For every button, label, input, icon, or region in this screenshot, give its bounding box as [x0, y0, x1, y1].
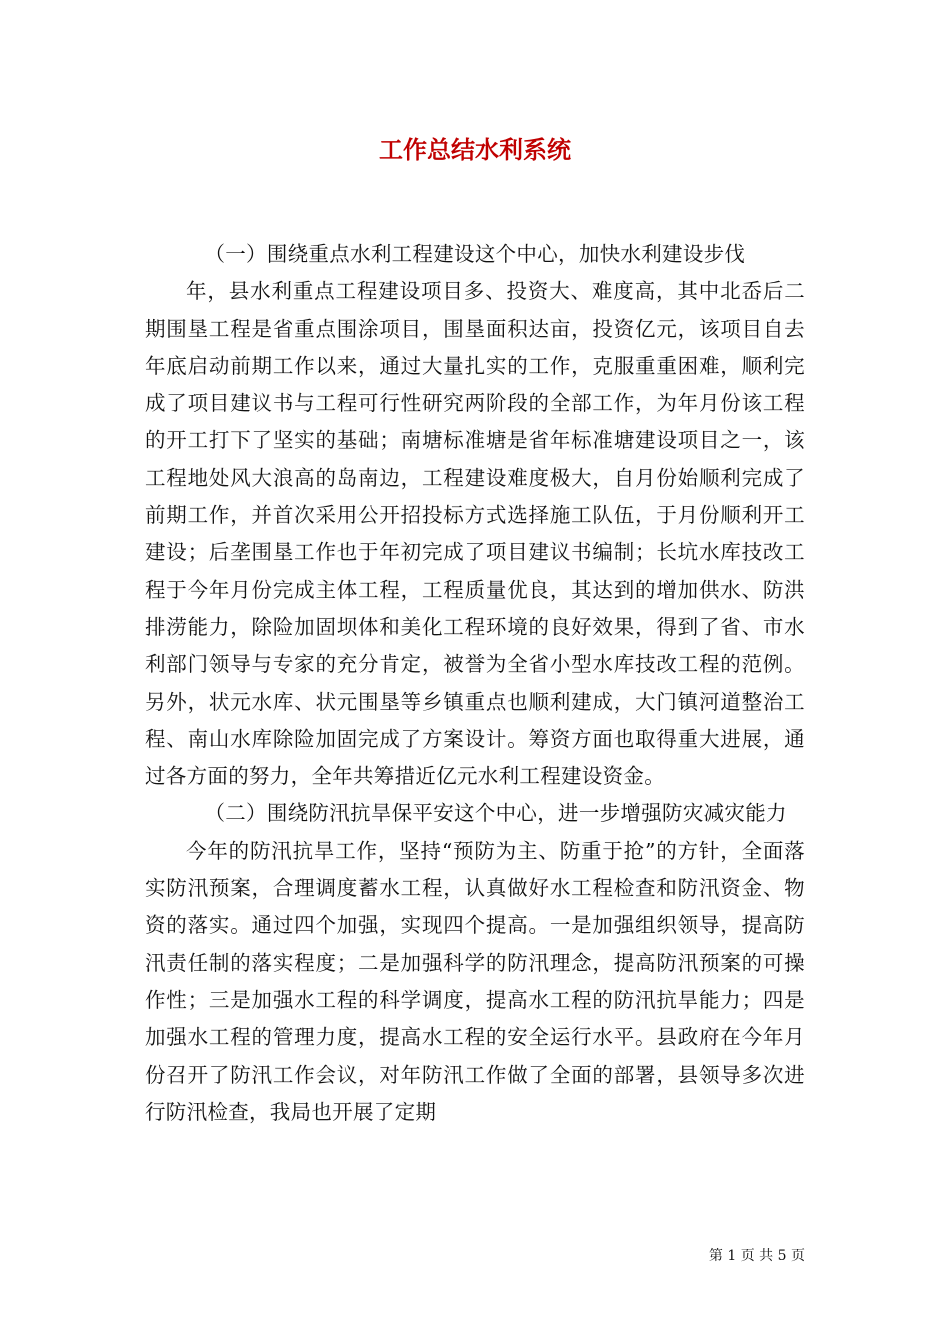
body-paragraph-1: 年，县水利重点工程建设项目多、投资大、难度高，其中北岙后二期围垦工程是省重点围涂项目，围垦面积达亩，投资亿元，该项目自去年底启动前期工作以来，通过大量扎实的工作，克服重重困难，顺利完成了项目建议书与工程可行性研究两阶段的全部工作，为年月份该工程的开工打下了坚实的基础；南塘标准塘是省年标准塘建设项目之一，该工程地处风大浪高的岛南边，工程建设难度极大，自月份始顺利完成了前期工作，并首次采用公开招投标方式选择施工队伍，于月份顺利开工建设；后垄围垦工作也于年初完成了项目建议书编制；长坑水库技改工程于今年月份完成主体工程，工程质量优良，其达到的增加供水、防洪排涝能力，除险加固坝体和美化工程环境的良好效果，得到了省、市水利部门领导与专家的充分肯定，被誉为全省小型水库技改工程的范例。另外，状元水库、状元围垦等乡镇重点也顺利建成，大门镇河道整治工程、南山水库除险加固完成了方案设计。筹资方面也取得重大进展，通过各方面的努力，全年共筹措近亿元水利工程建设资金。: [145, 279, 805, 789]
section-heading-2: （二）围绕防汛抗旱保平安这个中心，进一步增强防灾减灾能力: [204, 801, 787, 826]
section-heading-1: （一）围绕重点水利工程建设这个中心，加快水利建设步伐: [204, 242, 746, 266]
document-title: 工作总结水利系统: [379, 136, 571, 164]
page-number-footer: 第 1 页 共 5 页: [708, 1248, 805, 1264]
body-paragraph-2: 今年的防汛抗旱工作，坚持“预防为主、防重于抢”的方针，全面落实防汛预案，合理调度蓄水工程，认真做好水工程检查和防汛资金、物资的落实。通过四个加强，实现四个提高。一是加强组织领导，提高防汛责任制的落实程度；二是加强科学的防汛理念，提高防汛预案的可操作性；三是加强水工程的科学调度，提高水工程的防汛抗旱能力；四是加强水工程的管理力度，提高水工程的安全运行水平。县政府在今年月份召开了防汛工作会议，对年防汛工作做了全面的部署，县领导多次进行防汛检查，我局也开展了定期: [145, 838, 805, 1124]
document-body: [145, 236, 805, 1131]
